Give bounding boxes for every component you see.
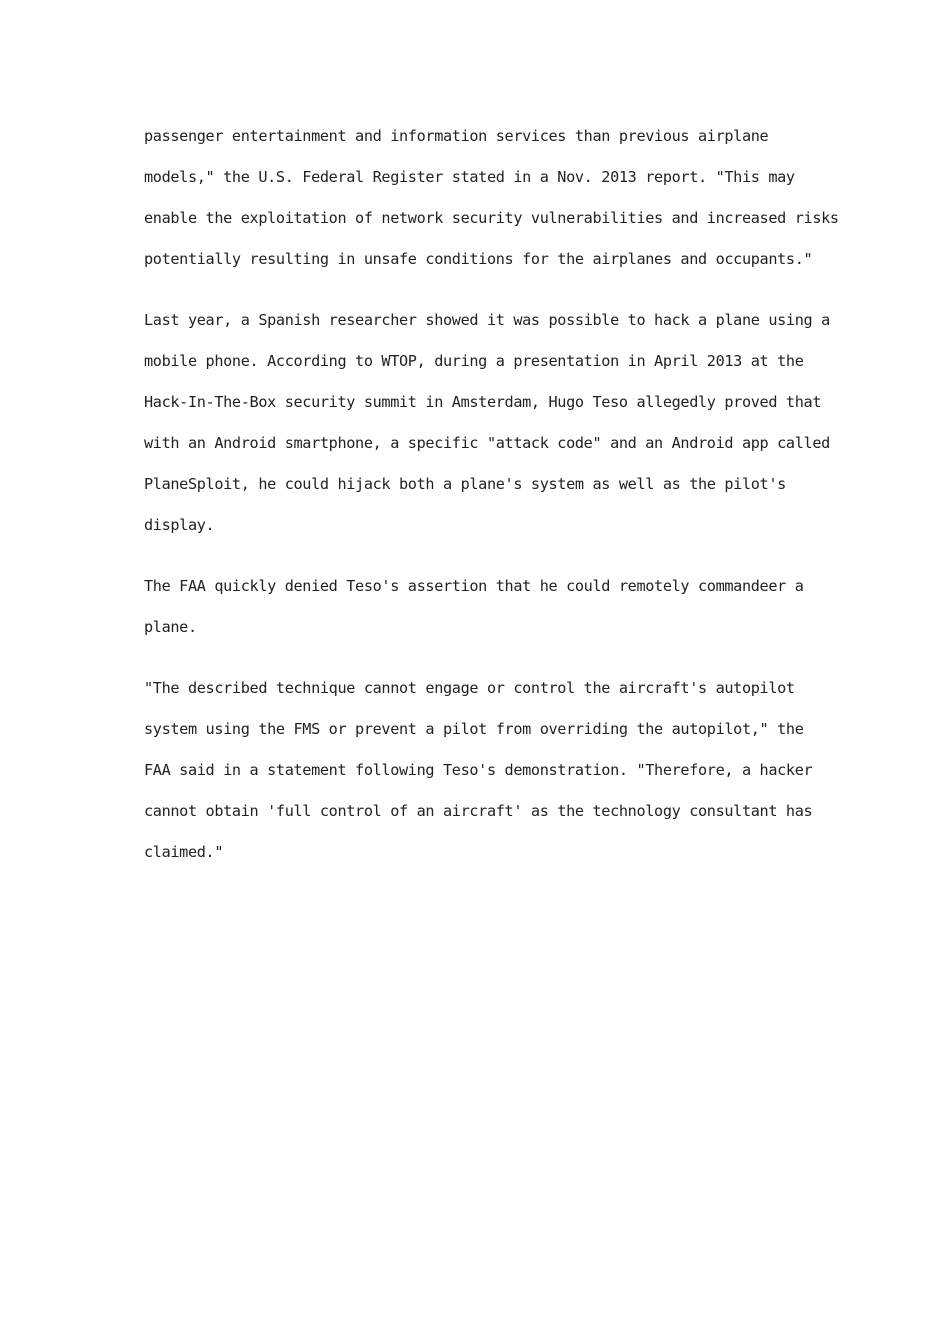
paragraph-3	[144, 566, 824, 648]
text-line: FAA said in a statement following Teso's demonstration. "Therefore, a hacker	[144, 761, 813, 779]
article-body	[144, 116, 839, 893]
text-line: The FAA quickly denied Teso's assertion that he could remotely commandeer a	[144, 577, 804, 595]
text-line: potentially resulting in unsafe conditions for the airplanes and occupants."	[144, 250, 813, 268]
paragraph-1	[144, 116, 839, 280]
text-line: display.	[144, 516, 215, 534]
text-line: passenger entertainment and information services than previous airplane	[144, 127, 769, 145]
text-line: enable the exploitation of network security vulnerabilities and increased risks	[144, 209, 839, 227]
text-line: Hack-In-The-Box security summit in Amsterdam, Hugo Teso allegedly proved that	[144, 393, 822, 411]
text-line: plane.	[144, 618, 197, 636]
text-line: cannot obtain 'full control of an aircraft' as the technology consultant has	[144, 802, 813, 820]
text-line: PlaneSploit, he could hijack both a plane's system as well as the pilot's	[144, 475, 786, 493]
paragraph-2	[144, 300, 830, 546]
text-line: models," the U.S. Federal Register stated in a Nov. 2013 report. "This may	[144, 168, 795, 186]
text-line: claimed."	[144, 843, 224, 861]
text-line: system using the FMS or prevent a pilot from overriding the autopilot," the	[144, 720, 804, 738]
text-line: "The described technique cannot engage or control the aircraft's autopilot	[144, 679, 795, 697]
text-line: Last year, a Spanish researcher showed it was possible to hack a plane using a	[144, 311, 830, 329]
text-line: mobile phone. According to WTOP, during a presentation in April 2013 at the	[144, 352, 804, 370]
text-line: with an Android smartphone, a specific "attack code" and an Android app called	[144, 434, 830, 452]
paragraph-4	[144, 668, 824, 873]
